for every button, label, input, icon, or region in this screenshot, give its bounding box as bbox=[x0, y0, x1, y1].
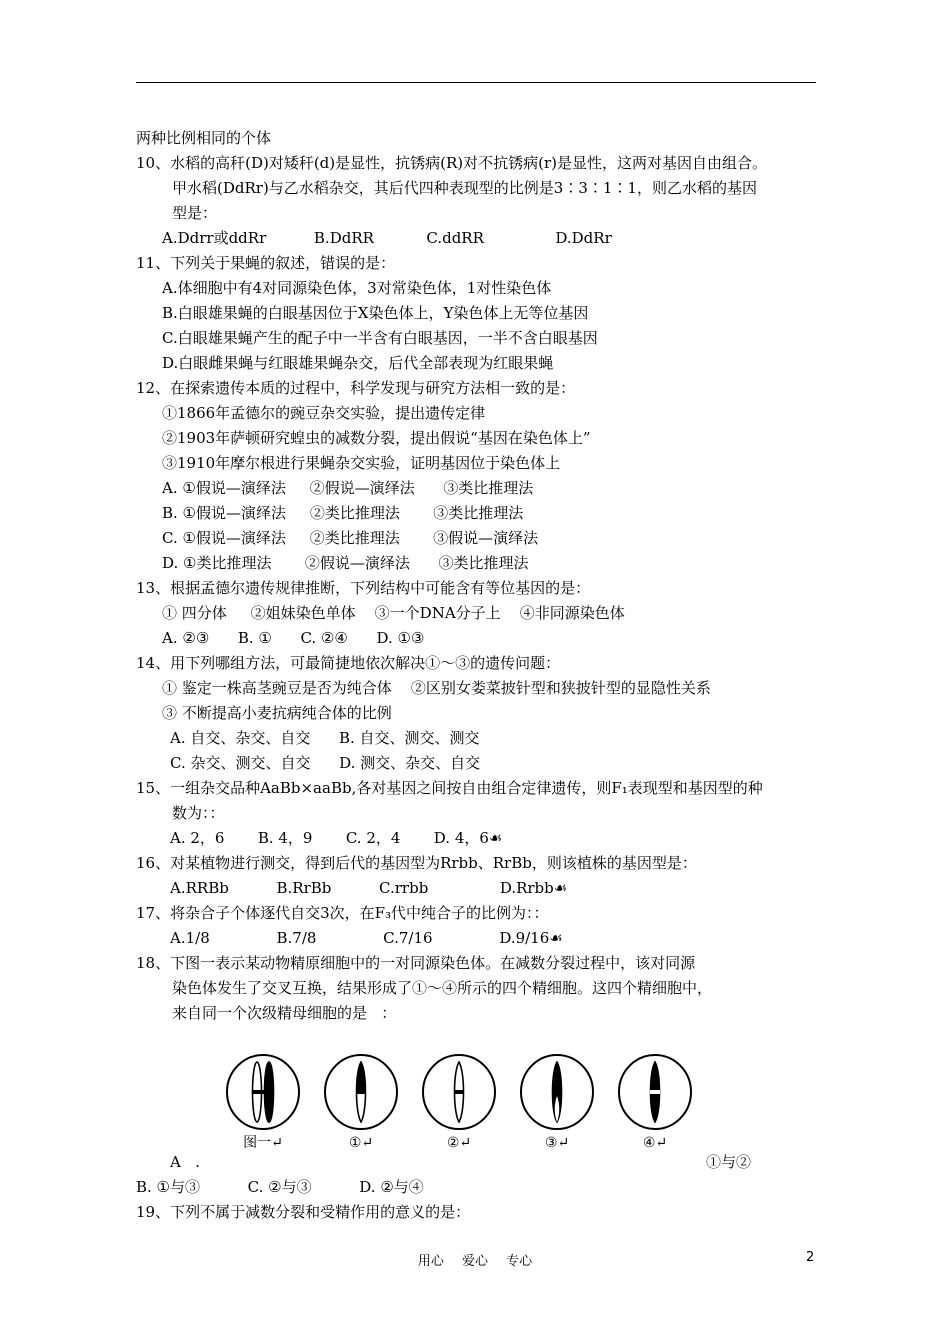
text-line: 12、在探索遗传本质的过程中，科学发现与研究方法相一致的是： bbox=[136, 379, 576, 397]
page-footer: 用心 爱心 专心 bbox=[417, 1254, 533, 1269]
text-line: B.白眼雄果蝇的白眼基因位于X染色体上，Y染色体上无等位基因 bbox=[162, 304, 589, 322]
text-line: 型是： bbox=[172, 204, 218, 222]
text-line: 两种比例相同的个体 bbox=[136, 129, 272, 147]
cell-pair-icon bbox=[225, 1052, 301, 1132]
text-line: 11、下列关于果蝇的叙述，错误的是： bbox=[136, 254, 396, 272]
text-line: A.体细胞中有4对同源染色体，3对常染色体，1对性染色体 bbox=[162, 279, 552, 297]
text-line: D.白眼雌果蝇与红眼雄果蝇杂交，后代全部表现为红眼果蝇 bbox=[162, 354, 554, 372]
text-line: 甲水稻(DdRr)与乙水稻杂交，其后代四种表现型的比例是3∶3∶1∶1，则乙水稻的基因 bbox=[172, 179, 757, 197]
text-line: A. 2，6 B. 4，9 C. 2，4 D. 4，6☙ bbox=[170, 829, 503, 847]
text-line: A. ①假说—演绎法 ②假说—演绎法 ③类比推理法 bbox=[162, 479, 534, 497]
text-line: ③1910年摩尔根进行果蝇杂交实验，证明基因位于染色体上 bbox=[162, 454, 561, 472]
text-line: A. ②③ B. ① C. ②④ D. ①③ bbox=[162, 629, 425, 647]
figure-label: 图一↵ bbox=[243, 1135, 283, 1151]
text-line: ②1903年萨顿研究蝗虫的减数分裂，提出假说“基因在染色体上” bbox=[162, 429, 591, 447]
text-line: 数为：： bbox=[172, 804, 225, 822]
text-line: A.RRBb B.RrBb C.rrbb D.Rrbb☙ bbox=[170, 879, 568, 897]
text-line: B. ①假说—演绎法 ②类比推理法 ③类比推理法 bbox=[162, 504, 524, 522]
text-line: 18、下图一表示某动物精原细胞中的一对同源染色体。在减数分裂过程中，该对同源 bbox=[136, 954, 696, 972]
text-line: 19、下列不属于减数分裂和受精作用的意义的是： bbox=[136, 1203, 471, 1221]
cell-single-icon bbox=[421, 1052, 497, 1132]
cell-single-icon bbox=[617, 1052, 693, 1132]
text-line: A.Ddrr或ddRr B.DdRR C.ddRR D.DdRr bbox=[162, 229, 612, 247]
text-line: ① 四分体 ②姐妹染色单体 ③一个DNA分子上 ④非同源染色体 bbox=[162, 604, 625, 622]
text-line: ①1866年孟德尔的豌豆杂交实验，提出遗传定律 bbox=[162, 404, 486, 422]
text-line: 10、水稻的高秆(D)对矮秆(d)是显性，抗锈病(R)对不抗锈病(r)是显性，这两对基因自由组合。 bbox=[136, 154, 767, 172]
text-line: C.白眼雄果蝇产生的配子中一半含有白眼基因，一半不含白眼基因 bbox=[162, 329, 598, 347]
figure-4-cell bbox=[519, 1052, 595, 1152]
text-line: 13、根据孟德尔遗传规律推断，下列结构中可能含有等位基因的是： bbox=[136, 579, 591, 597]
figure-3-cell bbox=[421, 1052, 497, 1152]
figure-2-cell bbox=[323, 1052, 399, 1152]
page-number: 2 bbox=[806, 1250, 815, 1265]
text-line: ① 鉴定一株高茎豌豆是否为纯合体 ②区别女娄菜披针型和狭披针型的显隐性关系 bbox=[162, 679, 711, 697]
text-line: C. ①假说—演绎法 ②类比推理法 ③假说—演绎法 bbox=[162, 529, 539, 547]
text-line: ①与② bbox=[706, 1153, 752, 1171]
text-line: A. 自交、杂交、自交 B. 自交、测交、测交 bbox=[170, 729, 480, 747]
figure-5-cell bbox=[617, 1052, 693, 1152]
text-line: D. ①类比推理法 ②假说—演绎法 ③类比推理法 bbox=[162, 554, 529, 572]
text-line: A . bbox=[170, 1153, 200, 1171]
figure-label: ①↵ bbox=[348, 1135, 374, 1151]
figure-label: ②↵ bbox=[446, 1135, 472, 1151]
text-line: 14、用下列哪组方法，可最简捷地依次解决①～③的遗传问题： bbox=[136, 654, 561, 672]
text-line: 15、一组杂交品种AaBb×aaBb,各对基因之间按自由组合定律遗传，则F₁表现型和基因型的种 bbox=[136, 779, 763, 797]
header-rule bbox=[136, 82, 816, 83]
cell-single-icon bbox=[323, 1052, 399, 1132]
text-line: C. 杂交、测交、自交 D. 测交、杂交、自交 bbox=[170, 754, 481, 772]
text-line: A.1/8 B.7/8 C.7/16 D.9/16☙ bbox=[170, 929, 563, 947]
cell-single-icon bbox=[519, 1052, 595, 1132]
text-line: ③ 不断提高小麦抗病纯合体的比例 bbox=[162, 704, 392, 722]
chromosome-figures bbox=[225, 1052, 695, 1152]
text-line: 染色体发生了交叉互换，结果形成了①～④所示的四个精细胞。这四个精细胞中， bbox=[172, 979, 713, 997]
text-line: B. ①与③ C. ②与③ D. ②与④ bbox=[136, 1178, 424, 1196]
figure-label: ③↵ bbox=[544, 1135, 570, 1151]
figure-label: ④↵ bbox=[642, 1135, 668, 1151]
text-line: 来自同一个次级精母细胞的是 ： bbox=[172, 1004, 397, 1022]
text-line: 17、将杂合子个体逐代自交3次，在F₃代中纯合子的比例为：： bbox=[136, 904, 549, 922]
text-line: 16、对某植物进行测交，得到后代的基因型为Rrbb、RrBb，则该植株的基因型是： bbox=[136, 854, 697, 872]
figure-1-cell bbox=[225, 1052, 301, 1152]
